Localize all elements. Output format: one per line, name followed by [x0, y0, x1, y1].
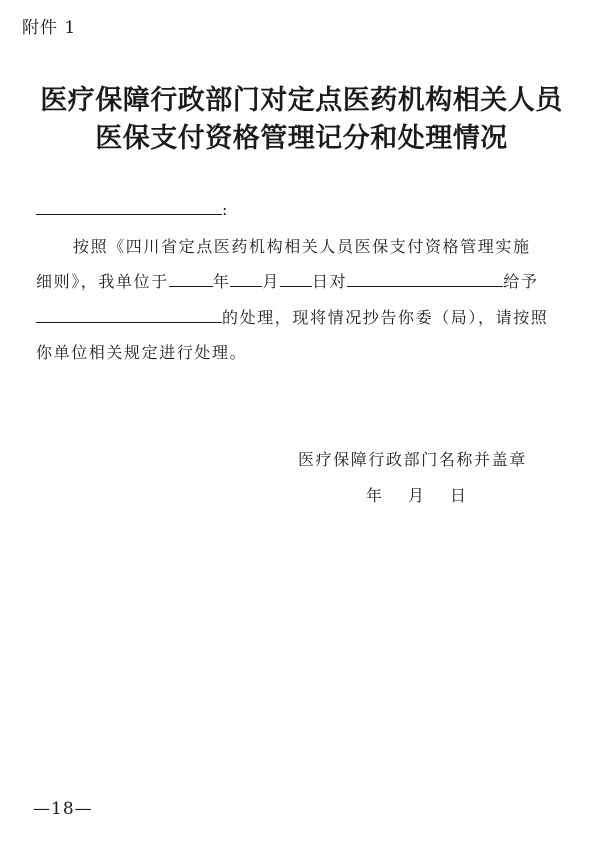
give-char: 给予: [503, 272, 539, 291]
month-char: 月: [262, 272, 281, 291]
document-title-line-1: 医疗保障行政部门对定点医药机构相关人员: [40, 85, 563, 116]
body-paragraph-line-4: 你单位相关规定进行处理。: [36, 343, 248, 362]
addressee-blank: [36, 198, 222, 215]
year-blank: [169, 270, 213, 287]
month-blank: [230, 270, 262, 287]
issuer-signature: 医疗保障行政部门名称并盖章: [298, 450, 527, 469]
day-blank: [280, 270, 312, 287]
body-paragraph-line-3: [36, 304, 548, 332]
signature-date: [366, 483, 466, 506]
body-text-segment: 细则》，我单位于: [36, 272, 169, 291]
addressee-line: [36, 196, 229, 224]
recipient-blank: [347, 270, 503, 287]
day-char: 日对: [312, 272, 348, 291]
addressee-colon: :: [222, 200, 229, 219]
body-text-segment: 的处理，现将情况抄告你委（局），请按照: [222, 308, 549, 327]
date-year: 年: [366, 486, 383, 505]
document-title-line-2: 医保支付资格管理记分和处理情况: [95, 123, 508, 154]
page-number: —18—: [33, 799, 93, 819]
body-paragraph-line-2: [36, 268, 538, 296]
body-paragraph-line-1: 按照《四川省定点医药机构相关人员医保支付资格管理实施: [73, 237, 531, 256]
penalty-blank: [36, 306, 222, 323]
date-month: 月: [408, 486, 425, 505]
attachment-label: 附件 1: [22, 18, 77, 38]
date-day: 日: [450, 486, 467, 505]
year-char: 年: [212, 272, 231, 291]
